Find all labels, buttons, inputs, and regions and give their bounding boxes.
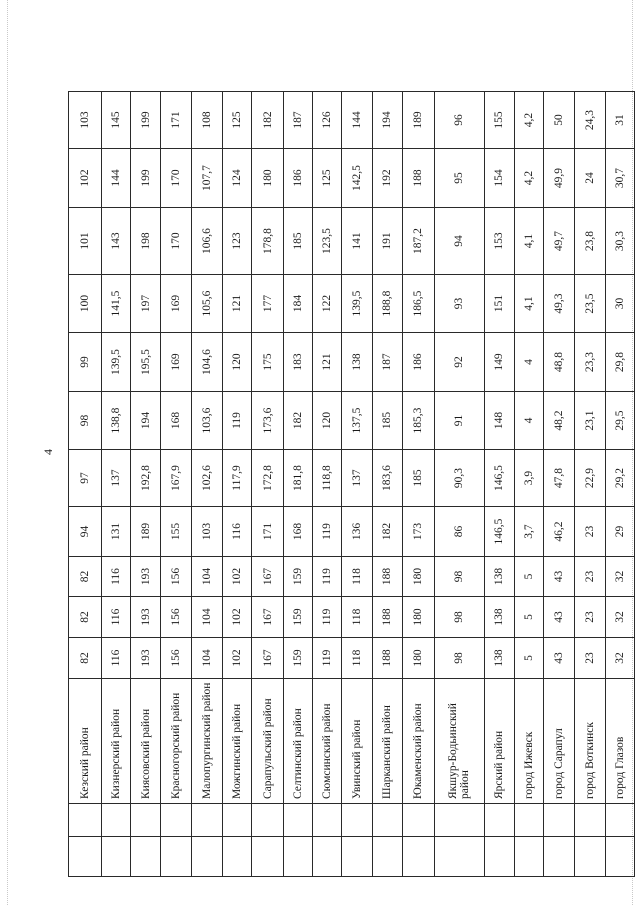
value-cell: 98 — [434, 557, 485, 597]
value-cell: 198 — [130, 208, 160, 275]
table-row — [101, 44, 130, 877]
district-name-cell: Кезский район — [69, 679, 102, 804]
value-cell: 193 — [130, 597, 160, 638]
value-cell: 103 — [69, 92, 102, 149]
value-cell: 189 — [130, 507, 160, 557]
value-cell: 123,5 — [313, 208, 342, 275]
value-cell: 98 — [434, 597, 485, 638]
table-row — [252, 44, 284, 877]
district-name-cell: Красногорский район — [161, 679, 191, 804]
value-cell: 23,3 — [575, 333, 605, 392]
value-cell: 191 — [372, 208, 402, 275]
value-cell: 105,6 — [191, 275, 223, 333]
district-name-cell: город Воткинск — [575, 679, 605, 804]
value-cell: 22,9 — [575, 450, 605, 507]
value-cell: 183,6 — [372, 450, 402, 507]
empty-cell — [283, 837, 312, 877]
value-cell: 169 — [161, 275, 191, 333]
value-cell: 48,8 — [543, 333, 575, 392]
value-cell: 187 — [283, 92, 312, 149]
value-cell: 32 — [605, 557, 634, 597]
value-cell: 188,8 — [372, 275, 402, 333]
table-row — [403, 44, 435, 877]
value-cell: 154 — [485, 149, 514, 208]
value-cell: 187 — [372, 333, 402, 392]
value-cell: 106,6 — [191, 208, 223, 275]
value-cell: 178,8 — [252, 208, 284, 275]
empty-cell — [252, 804, 284, 837]
value-cell: 156 — [161, 638, 191, 679]
value-cell: 121 — [223, 275, 252, 333]
value-cell: 167 — [252, 557, 284, 597]
value-cell: 23 — [575, 507, 605, 557]
value-cell: 29 — [605, 507, 634, 557]
table-row — [575, 44, 605, 877]
value-cell: 156 — [161, 597, 191, 638]
value-cell: 199 — [130, 92, 160, 149]
value-cell: 117,9 — [223, 450, 252, 507]
value-cell: 182 — [252, 92, 284, 149]
table-row — [342, 44, 372, 877]
value-cell: 43 — [543, 597, 575, 638]
value-cell: 173,6 — [252, 392, 284, 450]
value-cell: 139,5 — [101, 333, 130, 392]
value-cell: 90,3 — [434, 450, 485, 507]
value-cell: 116 — [223, 507, 252, 557]
value-cell: 98 — [69, 392, 102, 450]
value-cell: 192,8 — [130, 450, 160, 507]
value-cell: 159 — [283, 597, 312, 638]
empty-cell — [403, 837, 435, 877]
empty-cell — [434, 804, 485, 837]
value-cell: 123 — [223, 208, 252, 275]
table-row — [283, 44, 312, 877]
value-cell: 186,5 — [403, 275, 435, 333]
empty-cell — [543, 804, 575, 837]
value-cell: 182 — [283, 392, 312, 450]
value-cell: 168 — [161, 392, 191, 450]
value-cell: 138 — [342, 333, 372, 392]
empty-cell — [283, 804, 312, 837]
value-cell: 151 — [485, 275, 514, 333]
empty-cell — [342, 804, 372, 837]
value-cell: 138,8 — [101, 392, 130, 450]
value-cell: 104 — [191, 597, 223, 638]
value-cell: 31 — [605, 92, 634, 149]
value-cell: 97 — [69, 450, 102, 507]
empty-cell — [372, 837, 402, 877]
district-name-cell: Увинский район — [342, 679, 372, 804]
empty-cell — [485, 837, 514, 877]
table-row — [485, 44, 514, 877]
value-cell: 94 — [434, 208, 485, 275]
value-cell: 180 — [403, 638, 435, 679]
value-cell: 197 — [130, 275, 160, 333]
empty-cell — [575, 837, 605, 877]
table-body — [69, 44, 635, 877]
empty-cell — [161, 804, 191, 837]
value-cell: 118 — [342, 638, 372, 679]
value-cell: 116 — [101, 638, 130, 679]
value-cell: 177 — [252, 275, 284, 333]
value-cell: 102,6 — [191, 450, 223, 507]
value-cell: 4,2 — [514, 92, 543, 149]
value-cell: 102 — [223, 638, 252, 679]
value-cell: 121 — [313, 333, 342, 392]
value-cell: 46,2 — [543, 507, 575, 557]
table-row — [69, 44, 102, 877]
value-cell: 124 — [223, 149, 252, 208]
table-row — [161, 44, 191, 877]
value-cell: 49,3 — [543, 275, 575, 333]
value-cell: 94 — [69, 507, 102, 557]
value-cell: 95 — [434, 149, 485, 208]
empty-cell — [252, 837, 284, 877]
value-cell: 91 — [434, 392, 485, 450]
value-cell: 23 — [575, 638, 605, 679]
value-cell: 23,8 — [575, 208, 605, 275]
table-row — [223, 44, 252, 877]
empty-cell — [101, 804, 130, 837]
value-cell: 49,7 — [543, 208, 575, 275]
value-cell: 168 — [283, 507, 312, 557]
value-cell: 102 — [69, 149, 102, 208]
value-cell: 98 — [434, 638, 485, 679]
value-cell: 50 — [543, 92, 575, 149]
value-cell: 144 — [101, 149, 130, 208]
district-name-cell: город Сарапул — [543, 679, 575, 804]
value-cell: 116 — [101, 597, 130, 638]
value-cell: 171 — [252, 507, 284, 557]
value-cell: 32 — [605, 638, 634, 679]
empty-cell — [514, 837, 543, 877]
value-cell: 24 — [575, 149, 605, 208]
empty-cell — [434, 837, 485, 877]
value-cell: 125 — [313, 149, 342, 208]
value-cell: 188 — [372, 557, 402, 597]
value-cell: 30,3 — [605, 208, 634, 275]
value-cell: 23,5 — [575, 275, 605, 333]
value-cell: 4,1 — [514, 208, 543, 275]
value-cell: 82 — [69, 557, 102, 597]
value-cell: 23,1 — [575, 392, 605, 450]
value-cell: 185 — [372, 392, 402, 450]
district-name-cell: город Глазов — [605, 679, 634, 804]
value-cell: 142,5 — [342, 149, 372, 208]
value-cell: 43 — [543, 557, 575, 597]
empty-cell — [313, 837, 342, 877]
value-cell: 169 — [161, 333, 191, 392]
empty-cell — [313, 804, 342, 837]
district-name-cell: Малопургинский район — [191, 679, 223, 804]
value-cell: 171 — [161, 92, 191, 149]
value-cell: 29,8 — [605, 333, 634, 392]
rotated-table-wrapper — [68, 44, 635, 877]
value-cell: 195,5 — [130, 333, 160, 392]
value-cell: 141 — [342, 208, 372, 275]
table-row — [605, 44, 634, 877]
district-name-cell: Сарапульский район — [252, 679, 284, 804]
district-name-cell: Селтинский район — [283, 679, 312, 804]
district-name-cell: город Ижевск — [514, 679, 543, 804]
value-cell: 5 — [514, 557, 543, 597]
value-cell: 181,8 — [283, 450, 312, 507]
value-cell: 188 — [403, 149, 435, 208]
empty-cell — [605, 804, 634, 837]
value-cell: 183 — [283, 333, 312, 392]
value-cell: 119 — [313, 638, 342, 679]
value-cell: 107,7 — [191, 149, 223, 208]
value-cell: 82 — [69, 597, 102, 638]
value-cell: 99 — [69, 333, 102, 392]
value-cell: 3,9 — [514, 450, 543, 507]
value-cell: 23 — [575, 597, 605, 638]
value-cell: 172,8 — [252, 450, 284, 507]
value-cell: 32 — [605, 597, 634, 638]
value-cell: 92 — [434, 333, 485, 392]
value-cell: 93 — [434, 275, 485, 333]
value-cell: 119 — [313, 597, 342, 638]
district-name-cell: Ярский район — [485, 679, 514, 804]
value-cell: 139,5 — [342, 275, 372, 333]
page-number: 4 — [41, 449, 55, 455]
district-name-cell: Шарканский район — [372, 679, 402, 804]
table-row — [191, 44, 223, 877]
value-cell: 49,9 — [543, 149, 575, 208]
value-cell: 118,8 — [313, 450, 342, 507]
value-cell: 137,5 — [342, 392, 372, 450]
value-cell: 170 — [161, 149, 191, 208]
value-cell: 159 — [283, 638, 312, 679]
district-name-cell: Юкаменский район — [403, 679, 435, 804]
empty-cell — [342, 837, 372, 877]
value-cell: 131 — [101, 507, 130, 557]
value-cell: 155 — [485, 92, 514, 149]
value-cell: 199 — [130, 149, 160, 208]
table-row — [130, 44, 160, 877]
value-cell: 189 — [403, 92, 435, 149]
table-row — [543, 44, 575, 877]
value-cell: 24,3 — [575, 92, 605, 149]
value-cell: 186 — [403, 333, 435, 392]
value-cell: 185 — [403, 450, 435, 507]
district-name-cell: Кизнерский район — [101, 679, 130, 804]
value-cell: 180 — [403, 597, 435, 638]
value-cell: 48,2 — [543, 392, 575, 450]
district-name-cell: Якшур-Бодьинский район — [434, 679, 485, 804]
value-cell: 104 — [191, 557, 223, 597]
empty-cell — [403, 804, 435, 837]
value-cell: 4,1 — [514, 275, 543, 333]
value-cell: 82 — [69, 638, 102, 679]
value-cell: 180 — [252, 149, 284, 208]
empty-cell — [130, 837, 160, 877]
value-cell: 167 — [252, 638, 284, 679]
table-row — [313, 44, 342, 877]
value-cell: 138 — [485, 557, 514, 597]
empty-cell — [514, 804, 543, 837]
empty-cell — [605, 837, 634, 877]
value-cell: 193 — [130, 638, 160, 679]
value-cell: 126 — [313, 92, 342, 149]
value-cell: 4 — [514, 392, 543, 450]
value-cell: 86 — [434, 507, 485, 557]
empty-cell — [575, 804, 605, 837]
value-cell: 122 — [313, 275, 342, 333]
value-cell: 143 — [101, 208, 130, 275]
value-cell: 104 — [191, 638, 223, 679]
value-cell: 23 — [575, 557, 605, 597]
empty-cell — [372, 804, 402, 837]
empty-cell — [223, 837, 252, 877]
value-cell: 146,5 — [485, 507, 514, 557]
value-cell: 116 — [101, 557, 130, 597]
value-cell: 192 — [372, 149, 402, 208]
value-cell: 185 — [283, 208, 312, 275]
empty-cell — [543, 837, 575, 877]
value-cell: 138 — [485, 597, 514, 638]
value-cell: 185,3 — [403, 392, 435, 450]
value-cell: 149 — [485, 333, 514, 392]
value-cell: 137 — [342, 450, 372, 507]
value-cell: 182 — [372, 507, 402, 557]
value-cell: 136 — [342, 507, 372, 557]
value-cell: 119 — [313, 557, 342, 597]
value-cell: 187,2 — [403, 208, 435, 275]
value-cell: 153 — [485, 208, 514, 275]
value-cell: 102 — [223, 597, 252, 638]
value-cell: 170 — [161, 208, 191, 275]
value-cell: 155 — [161, 507, 191, 557]
value-cell: 30 — [605, 275, 634, 333]
value-cell: 188 — [372, 597, 402, 638]
table-row — [514, 44, 543, 877]
empty-cell — [161, 837, 191, 877]
value-cell: 100 — [69, 275, 102, 333]
value-cell: 156 — [161, 557, 191, 597]
value-cell: 125 — [223, 92, 252, 149]
value-cell: 194 — [372, 92, 402, 149]
value-cell: 119 — [313, 507, 342, 557]
value-cell: 138 — [485, 638, 514, 679]
value-cell: 145 — [101, 92, 130, 149]
empty-cell — [223, 804, 252, 837]
value-cell: 30,7 — [605, 149, 634, 208]
value-cell: 103,6 — [191, 392, 223, 450]
district-name-cell: Можгинский район — [223, 679, 252, 804]
value-cell: 96 — [434, 92, 485, 149]
value-cell: 43 — [543, 638, 575, 679]
data-table — [68, 43, 635, 877]
value-cell: 188 — [372, 638, 402, 679]
value-cell: 144 — [342, 92, 372, 149]
empty-cell — [485, 804, 514, 837]
value-cell: 180 — [403, 557, 435, 597]
value-cell: 108 — [191, 92, 223, 149]
value-cell: 194 — [130, 392, 160, 450]
value-cell: 29,5 — [605, 392, 634, 450]
value-cell: 5 — [514, 638, 543, 679]
empty-cell — [101, 837, 130, 877]
empty-cell — [69, 837, 102, 877]
value-cell: 175 — [252, 333, 284, 392]
scan-edge-line — [7, 0, 8, 905]
value-cell: 186 — [283, 149, 312, 208]
empty-cell — [130, 804, 160, 837]
district-name-cell: Киясовский район — [130, 679, 160, 804]
value-cell: 29,2 — [605, 450, 634, 507]
value-cell: 120 — [223, 333, 252, 392]
value-cell: 118 — [342, 597, 372, 638]
value-cell: 167 — [252, 597, 284, 638]
value-cell: 3,7 — [514, 507, 543, 557]
value-cell: 47,8 — [543, 450, 575, 507]
value-cell: 173 — [403, 507, 435, 557]
value-cell: 137 — [101, 450, 130, 507]
district-name-cell: Сюмсинский район — [313, 679, 342, 804]
table-row — [372, 44, 402, 877]
value-cell: 159 — [283, 557, 312, 597]
value-cell: 119 — [223, 392, 252, 450]
value-cell: 146,5 — [485, 450, 514, 507]
empty-cell — [191, 804, 223, 837]
value-cell: 141,5 — [101, 275, 130, 333]
value-cell: 102 — [223, 557, 252, 597]
value-cell: 148 — [485, 392, 514, 450]
value-cell: 4 — [514, 333, 543, 392]
value-cell: 184 — [283, 275, 312, 333]
value-cell: 167,9 — [161, 450, 191, 507]
value-cell: 118 — [342, 557, 372, 597]
value-cell: 104,6 — [191, 333, 223, 392]
value-cell: 5 — [514, 597, 543, 638]
empty-cell — [191, 837, 223, 877]
empty-cell — [69, 804, 102, 837]
value-cell: 103 — [191, 507, 223, 557]
value-cell: 120 — [313, 392, 342, 450]
value-cell: 4,2 — [514, 149, 543, 208]
value-cell: 193 — [130, 557, 160, 597]
value-cell: 101 — [69, 208, 102, 275]
table-row — [434, 44, 485, 877]
